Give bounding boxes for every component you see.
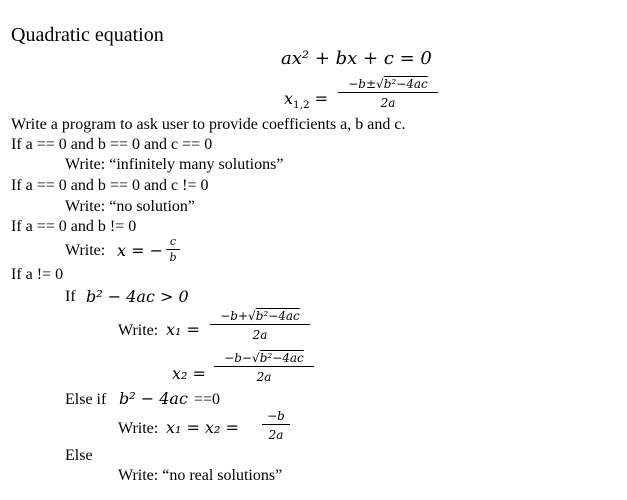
case3-fraction xyxy=(166,236,180,263)
case3-condition: If a == 0 and b != 0 xyxy=(11,218,137,235)
sub1-x2-num-radicand: b²−4ac xyxy=(259,351,304,365)
case3-denominator: b xyxy=(169,251,177,264)
sub1-x1-fraction-bar xyxy=(210,324,310,325)
sub1-x1-num-radicand: b²−4ac xyxy=(255,309,300,323)
sub2-condition-operator: ==0 xyxy=(194,391,221,408)
sub1-x1-denominator: 2a xyxy=(252,328,268,342)
case3-fraction-bar xyxy=(166,249,180,250)
sub2-condition-expression: b² − 4ac xyxy=(119,389,188,408)
sub1-x1-label: x₁ = xyxy=(166,320,200,339)
sub1-condition-label: If xyxy=(65,288,76,305)
case2-condition: If a == 0 and b == 0 and c != 0 xyxy=(11,177,209,194)
sub1-x1-fraction xyxy=(210,310,310,341)
sub2-condition-label: Else if xyxy=(65,391,107,408)
sub1-x2-label: x₂ = xyxy=(172,364,206,383)
formula-fraction xyxy=(338,78,438,109)
sub2-expression: x₁ = x₂ = xyxy=(166,418,239,437)
case2-write: Write: “no solution” xyxy=(65,198,195,215)
sub3-write: Write: “no real solutions” xyxy=(118,467,283,484)
case1-write: Write: “infinitely many solutions” xyxy=(65,156,284,173)
intro-text: Write a program to ask user to provide coefficients a, b and c. xyxy=(11,116,406,133)
case3-numerator: c xyxy=(169,235,177,248)
formula-lhs-var: x xyxy=(284,89,294,108)
case3-expression: x = − xyxy=(117,241,164,260)
sub1-x2-denominator: 2a xyxy=(256,370,272,384)
formula-numerator-radicand: b²−4ac xyxy=(383,77,428,91)
sub2-fraction-bar xyxy=(262,424,290,425)
sub2-write-label: Write: xyxy=(118,420,159,437)
formula-equals: = xyxy=(314,89,329,108)
sub1-x1-num-prefix: −b+√ xyxy=(220,309,256,323)
formula-lhs-sub: 1,2 xyxy=(293,99,310,112)
formula-denominator: 2a xyxy=(380,96,396,110)
formula-lhs xyxy=(284,89,329,112)
sub2-fraction xyxy=(262,410,290,441)
sub1-x2-num-prefix: −b−√ xyxy=(224,351,260,365)
formula-fraction-bar xyxy=(338,92,438,93)
sub1-write-label: Write: xyxy=(118,322,159,339)
formula-numerator-prefix: −b±√ xyxy=(348,77,384,91)
sub1-x2-fraction-bar xyxy=(214,366,314,367)
quadratic-equation: ax² + bx + c = 0 xyxy=(281,48,432,69)
case1-condition: If a == 0 and b == 0 and c == 0 xyxy=(11,136,213,153)
case4-condition: If a != 0 xyxy=(11,266,64,283)
sub3-else: Else xyxy=(65,447,93,464)
sub2-numerator: −b xyxy=(267,409,285,423)
sub2-denominator: 2a xyxy=(268,428,284,442)
page-title: Quadratic equation xyxy=(11,24,164,46)
sub1-x2-fraction xyxy=(214,352,314,383)
case3-write-label: Write: xyxy=(65,242,106,259)
sub1-condition-expression: b² − 4ac > 0 xyxy=(86,287,189,306)
